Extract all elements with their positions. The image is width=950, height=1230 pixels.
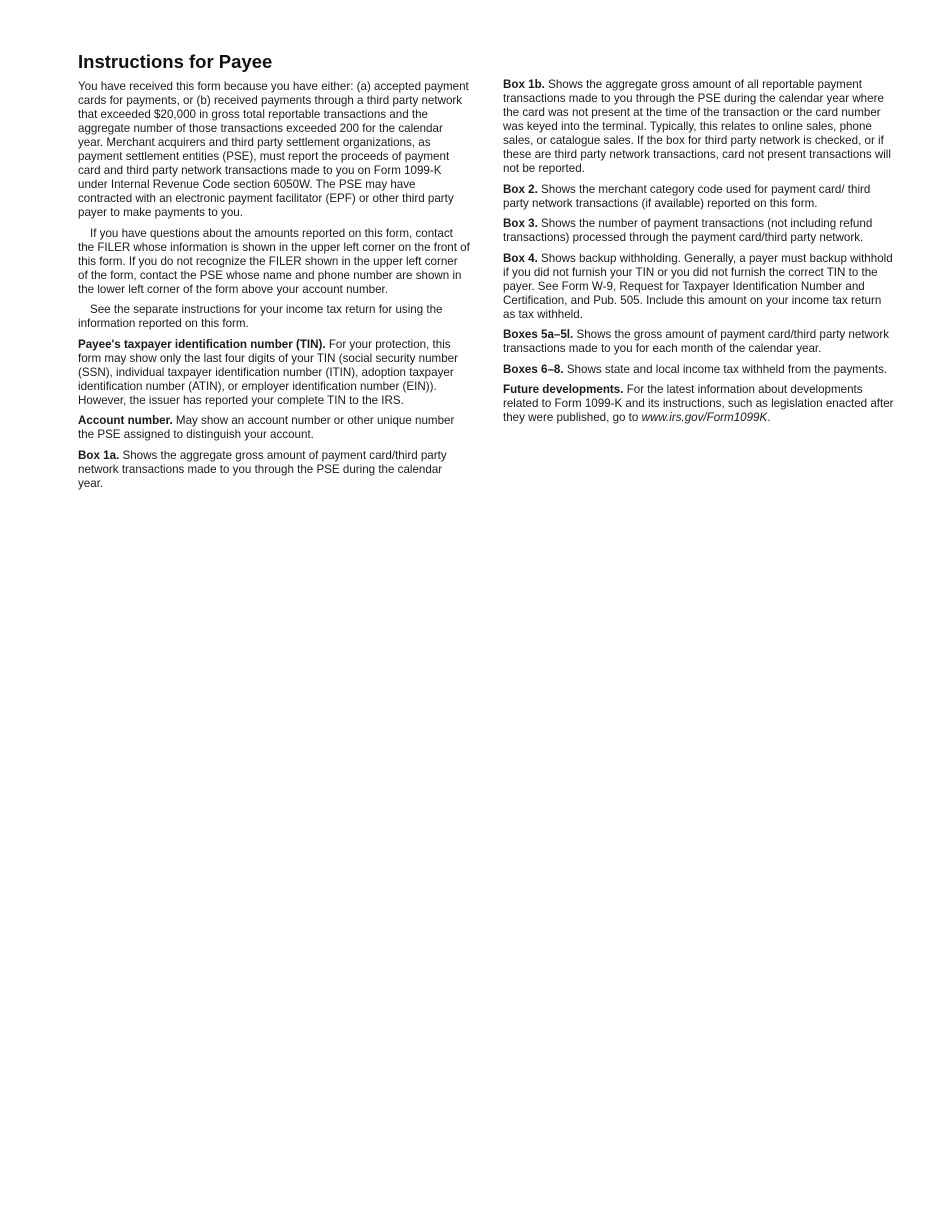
intro-paragraph (78, 80, 470, 220)
paragraph-text: See the separate instructions for your income tax return for using the information reported on this form. (78, 303, 443, 330)
paragraph-text: Shows state and local income tax withheld from the payments. (563, 362, 888, 376)
paragraph-text: Shows the aggregate gross amount of payment card/third party network transactions made to you through the PSE during the calendar year. (78, 448, 447, 490)
paragraph-text: For your protection, this form may show only the last four digits of your TIN (social security number (SSN), individual taxpayer identification number (ITIN), adoption taxpayer identification number (ATIN), or employer identification number (EIN)). However, the issuer has reported your complete TIN to the IRS. (78, 337, 458, 407)
paragraph-heading: Boxes 6–8. (503, 362, 564, 376)
box-3-paragraph (503, 217, 895, 245)
payee-tin-paragraph (78, 338, 470, 408)
paragraph-text: Shows the gross amount of payment card/third party network transactions made to you for each month of the calendar year. (503, 328, 890, 355)
boxes-5a-5l-paragraph (503, 328, 895, 356)
paragraph-tail: . (767, 411, 771, 424)
separate-instructions-paragraph (78, 303, 470, 331)
paragraph-text: Shows the aggregate gross amount of all reportable payment transactions made to you through the PSE during the calendar year where the card was not present at the time of the transaction or the card number was keyed into the terminal. Typically, this relates to online sales, phone sales, or catalogue sales. If the box for third party network is checked, or if these are third party network transactions, card not present transactions will not be reported. (503, 78, 891, 175)
paragraph-text: Shows the merchant category code used for payment card/ third party network transactions (if available) reported on this form. (503, 182, 871, 210)
paragraph-text: For the latest information about developments related to Form 1099-K and its instructions, such as legislation enacted after they were published, go to (503, 383, 894, 424)
questions-paragraph (78, 227, 470, 297)
box-1b-paragraph (503, 78, 895, 176)
paragraph-heading: Box 2. (503, 182, 538, 196)
paragraph-heading: Future developments. (503, 383, 624, 396)
left-column (78, 80, 470, 497)
box-1a-paragraph (78, 449, 470, 491)
page-title: Instructions for Payee (78, 51, 273, 72)
box-2-paragraph (503, 183, 895, 211)
irs-form-url-link[interactable]: www.irs.gov/Form1099K (641, 411, 768, 424)
paragraph-heading: Payee's taxpayer identification number (TIN). (78, 337, 326, 351)
boxes-6-8-paragraph (503, 363, 895, 377)
paragraph-heading: Box 4. (503, 251, 538, 265)
paragraph-text: Shows the number of payment transactions (not including refund transactions) processed through the payment card/third party network. (503, 217, 873, 244)
future-developments-paragraph (503, 383, 895, 425)
paragraph-text: May show an account number or other unique number the PSE assigned to distinguish your account. (78, 414, 455, 441)
paragraph-heading: Boxes 5a–5l. (503, 328, 574, 341)
paragraph-heading: Box 1a. (78, 448, 120, 462)
paragraph-text: If you have questions about the amounts reported on this form, contact the FILER whose information is shown in the upper left corner on the front of this form. If you do not recognize the FILER shown in the upper left corner of the form, contact the PSE whose name and phone number are shown in the lower left corner of the form above your account number. (78, 226, 470, 296)
right-column (503, 78, 895, 432)
box-4-paragraph (503, 252, 895, 322)
paragraph-heading: Account number. (78, 414, 173, 427)
paragraph-heading: Box 3. (503, 217, 538, 230)
paragraph-text: Shows backup withholding. Generally, a payer must backup withhold if you did not furnish your TIN or you did not furnish the correct TIN to the payer. See Form W-9, Request for Taxpayer Identification Number and Certification, and Pub. 505. Include this amount on your income tax return as tax withheld. (503, 251, 893, 321)
account-number-paragraph (78, 414, 470, 442)
paragraph-text: You have received this form because you have either: (a) accepted payment cards for payments, or (b) received payments through a third party network that exceeded $20,000 in gross total reportable transactions and the aggregate number of those transactions exceeded 200 for the calendar year. Merchant acquirers and third party settlement organizations, as payment settlement entities (PSE), must report the proceeds of payment card and third party network transactions made to you on Form 1099-K under Internal Revenue Code section 6050W. The PSE may have contracted with an electronic payment facilitator (EPF) or other third party payer to make payments to you. (78, 80, 469, 219)
paragraph-heading: Box 1b. (503, 78, 545, 91)
